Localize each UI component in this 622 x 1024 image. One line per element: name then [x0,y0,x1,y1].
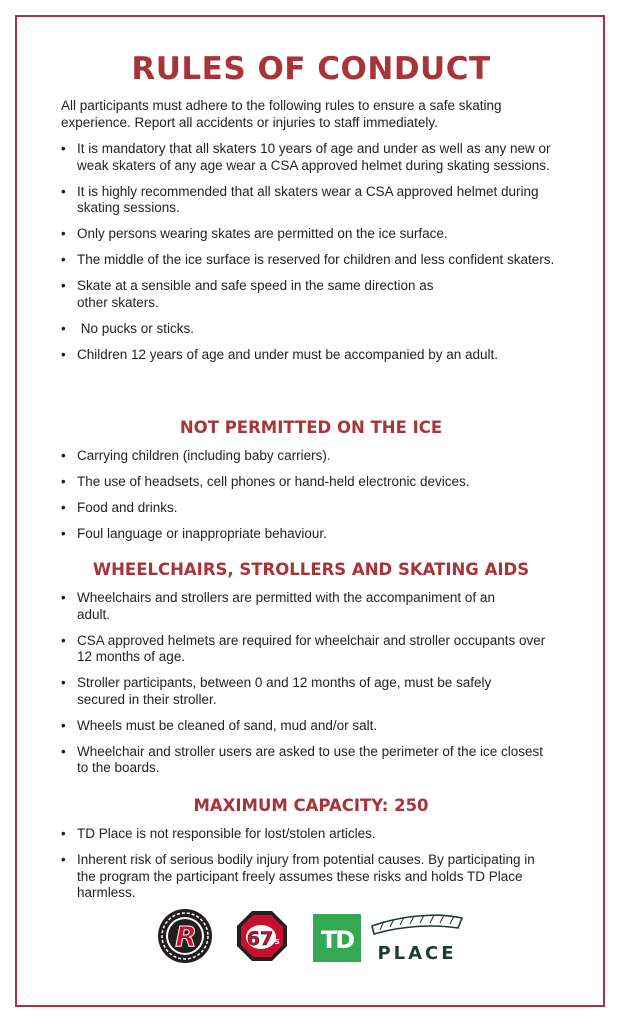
list-item: • Wheels must be cleaned of sand, mud and/or salt. [61,718,556,735]
list-item: • No pucks or sticks. [61,321,556,338]
list-item: • TD Place is not responsible for lost/stolen articles. [61,826,556,843]
wheelchairs-heading: WHEELCHAIRS, STROLLERS AND SKATING AIDS [92,560,530,579]
intro-text: All participants must adhere to the following rules to ensure a safe skating experience. Report all accidents or injuries to staff immediately. [61,98,502,130]
list-item: • CSA approved helmets are required for wheelchair and stroller occupants over 12 months of age. [61,633,556,666]
list-item: • It is mandatory that all skaters 10 years of age and under as well as any new or weak skaters of any age wear a CSA approved helmet during skating sessions. [61,141,556,174]
capacity-list [61,826,556,911]
list-item: • The use of headsets, cell phones or hand-held electronic devices. [61,474,556,491]
list-item: • Wheelchair and stroller users are asked to use the perimeter of the ice closest to the boards. [61,744,556,777]
rules-list [61,141,556,373]
svg-text:s: s [274,937,280,947]
not-permitted-list [61,448,556,552]
list-item: • It is highly recommended that all skaters wear a CSA approved helmet during skating sessions. [61,184,556,217]
capacity-heading: MAXIMUM CAPACITY: 250 [193,796,429,815]
list-item: • Only persons wearing skates are permitted on the ice surface. [61,226,556,243]
sponsor-logos [0,906,622,964]
list-item: • Wheelchairs and strollers are permitted with the accompaniment of an adult. [61,590,556,623]
td-logo [313,914,361,962]
list-item: • Foul language or inappropriate behaviour. [61,526,556,543]
svg-text:TD: TD [320,926,354,954]
list-item: • Food and drinks. [61,500,556,517]
list-item: • The middle of the ice surface is reserved for children and less confident skaters. [61,252,556,269]
list-item: • Inherent risk of serious bodily injury from potential causes. By participating in the program the participant freely assumes these risks and holds TD Place harmless. [61,852,556,902]
svg-text:PLACE: PLACE [377,943,457,962]
list-item: • Children 12 years of age and under must be accompanied by an adult. [61,347,556,364]
list-item: • Stroller participants, between 0 and 12 months of age, must be safely secured in their stroller. [61,675,556,708]
page-title: RULES OF CONDUCT [131,51,491,87]
list-item: • Skate at a sensible and safe speed in the same direction as other skaters. [61,278,556,311]
sixty-sevens-logo [236,910,288,962]
svg-text:R: R [175,920,197,953]
wheelchairs-list [61,590,556,786]
svg-text:67: 67 [246,928,274,950]
place-logo [370,912,464,962]
list-item: • Carrying children (including baby carriers). [61,448,556,465]
not-permitted-heading: NOT PERMITTED ON THE ICE [179,418,443,437]
redblacks-logo [157,908,213,964]
